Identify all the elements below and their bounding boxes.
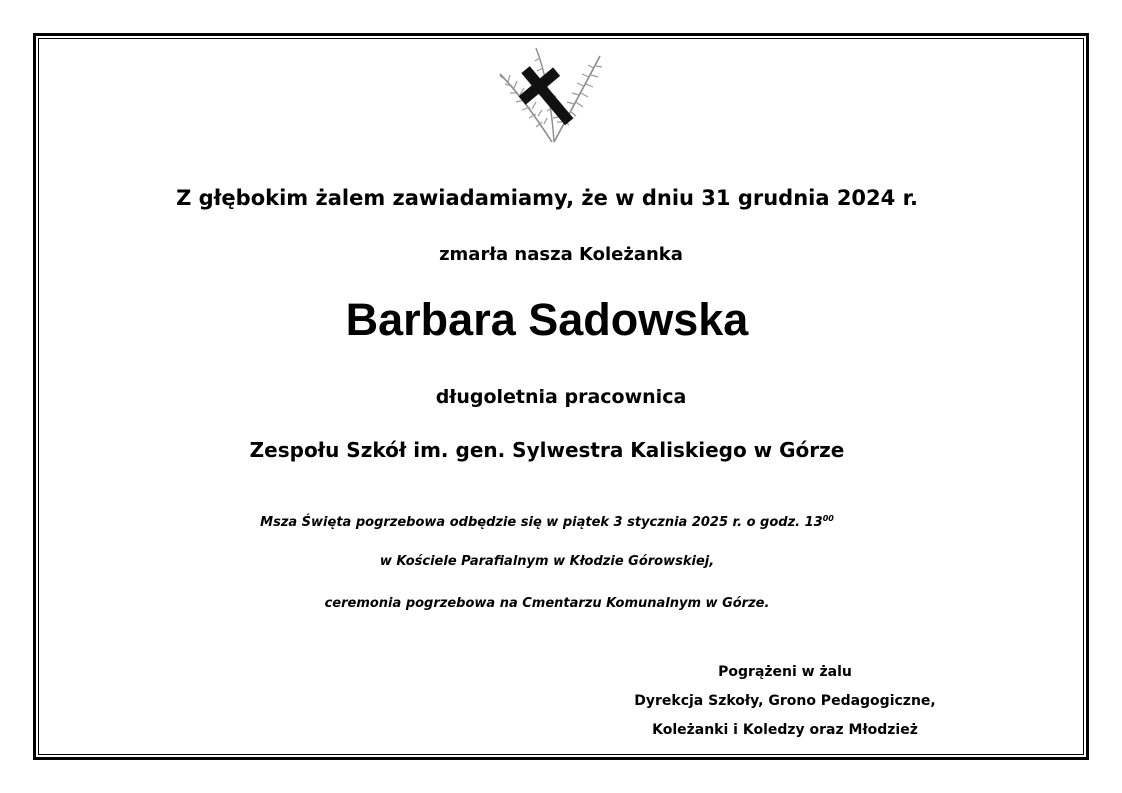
institution-text: Zespołu Szkół im. gen. Sylwestra Kaliskiego w Górze: [249, 438, 845, 462]
signature-line-2: Dyrekcja Szkoły, Grono Pedagogiczne,: [634, 693, 936, 709]
role-text: długoletnia pracownica: [435, 386, 687, 408]
church-info: w Kościele Parafialnym w Kłodzie Górowskiej,: [379, 554, 715, 569]
subintro-text: zmarła nasza Koleżanka: [439, 244, 683, 265]
cross-with-fern-icon: [492, 44, 602, 146]
burial-info: ceremonia pogrzebowa na Cmentarzu Komunalnym w Górze.: [324, 596, 770, 611]
mass-info: [0, 514, 1094, 530]
deceased-name: Barbara Sadowska: [345, 294, 749, 345]
mass-text: Msza Święta pogrzebowa odbędzie się w piątek 3 stycznia 2025 r. o godz. 13: [260, 515, 823, 530]
intro-text: Z głębokim żalem zawiadamiamy, że w dniu 31 grudnia 2024 r.: [176, 186, 918, 210]
mass-minutes: 00: [822, 514, 834, 523]
signature-line-1: Pogrążeni w żalu: [718, 664, 852, 680]
signature-line-3: Koleżanki i Koledzy oraz Młodzież: [652, 722, 918, 738]
